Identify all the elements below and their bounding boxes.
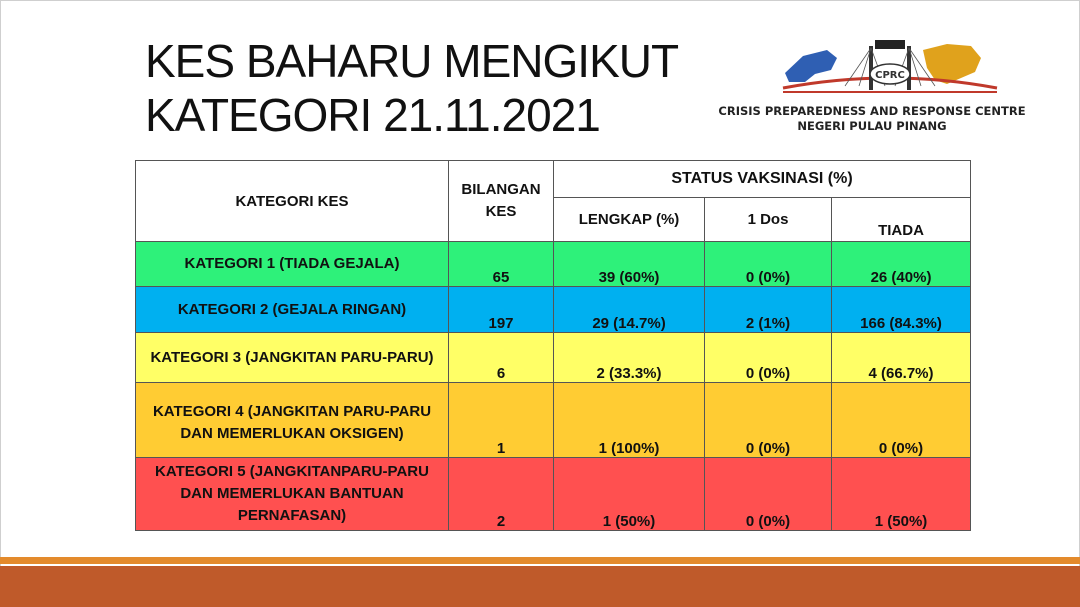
row-category: KATEGORI 5 (JANGKITANPARU-PARU DAN MEMERLUKAN BANTUAN PERNAFASAN) <box>136 458 449 531</box>
row-one-dose: 0 (0%) <box>705 333 832 383</box>
header-none: TIADA <box>832 198 971 242</box>
row-full: 1 (100%) <box>554 383 705 458</box>
cases-table <box>135 160 971 531</box>
table-row <box>136 333 971 383</box>
row-none: 26 (40%) <box>832 242 971 287</box>
row-category: KATEGORI 2 (GEJALA RINGAN) <box>136 287 449 333</box>
title-line-1: KES BAHARU MENGIKUT <box>145 35 679 87</box>
footer-bar <box>0 566 1080 607</box>
row-full: 1 (50%) <box>554 458 705 531</box>
row-none: 0 (0%) <box>832 383 971 458</box>
row-full: 2 (33.3%) <box>554 333 705 383</box>
row-full: 29 (14.7%) <box>554 287 705 333</box>
row-count: 2 <box>449 458 554 531</box>
row-full: 39 (60%) <box>554 242 705 287</box>
header-category: KATEGORI KES <box>136 161 449 242</box>
table-row <box>136 242 971 287</box>
header-one-dose: 1 Dos <box>705 198 832 242</box>
header-full: LENGKAP (%) <box>554 198 705 242</box>
header-count: BILANGAN KES <box>449 161 554 242</box>
slide-title <box>145 34 678 142</box>
footer-accent-bar <box>0 557 1080 564</box>
row-none: 166 (84.3%) <box>832 287 971 333</box>
table-row <box>136 383 971 458</box>
org-line-2: NEGERI PULAU PINANG <box>797 119 947 133</box>
organisation-name <box>712 104 1032 134</box>
row-none: 4 (66.7%) <box>832 333 971 383</box>
row-one-dose: 2 (1%) <box>705 287 832 333</box>
row-none: 1 (50%) <box>832 458 971 531</box>
logo-lettering: CPRC <box>875 70 905 81</box>
row-count: 65 <box>449 242 554 287</box>
row-one-dose: 0 (0%) <box>705 383 832 458</box>
header-vaccine-status: STATUS VAKSINASI (%) <box>554 161 971 198</box>
row-category: KATEGORI 4 (JANGKITAN PARU-PARU DAN MEMERLUKAN OKSIGEN) <box>136 383 449 458</box>
row-count: 6 <box>449 333 554 383</box>
row-category: KATEGORI 3 (JANGKITAN PARU-PARU) <box>136 333 449 383</box>
row-one-dose: 0 (0%) <box>705 458 832 531</box>
org-line-1: CRISIS PREPAREDNESS AND RESPONSE CENTRE <box>718 104 1026 118</box>
row-count: 197 <box>449 287 554 333</box>
row-one-dose: 0 (0%) <box>705 242 832 287</box>
title-line-2: KATEGORI 21.11.2021 <box>145 89 600 141</box>
table-row <box>136 287 971 333</box>
table-row <box>136 458 971 531</box>
cprc-logo <box>775 38 1005 98</box>
row-category: KATEGORI 1 (TIADA GEJALA) <box>136 242 449 287</box>
row-count: 1 <box>449 383 554 458</box>
